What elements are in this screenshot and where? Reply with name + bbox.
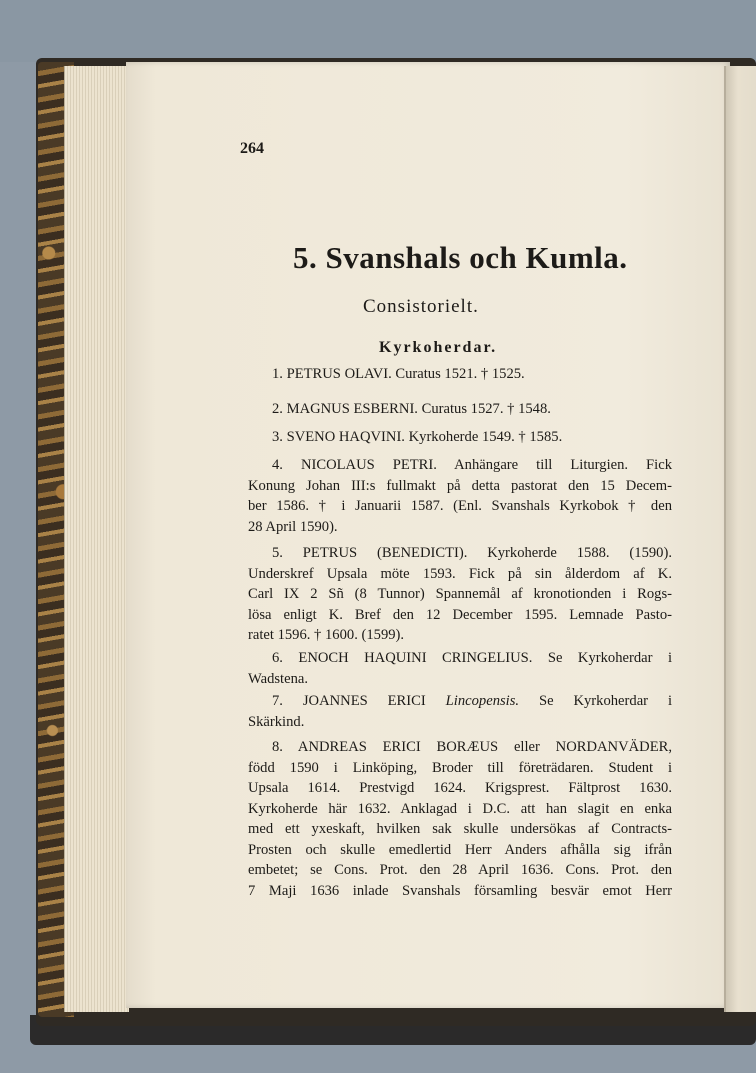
entry-line: 7 Maji 1636 inlade Svanshals församling besvär emot Herr — [248, 882, 672, 899]
entry-line: Konung Johan III:s fullmakt på detta pastorat den 15 Decem- — [248, 477, 672, 494]
entry-line: 6. ENOCH HAQUINI CRINGELIUS. Se Kyrkoherdar i — [272, 650, 672, 666]
entry-line: Skärkind. — [248, 713, 305, 730]
entry-line: 3. SVENO HAQVINI. Kyrkoherde 1549. † 1585. — [272, 429, 563, 445]
entry-suffix: Se Kyrkoherdar i — [519, 693, 673, 709]
entry-line: lösa enligt K. Bref den 12 December 1595. Lemnade Pasto- — [248, 606, 672, 623]
entry-line: 5. PETRUS (BENEDICTI). Kyrkoherde 1588. (1590). — [272, 545, 672, 561]
entry-line: 28 April 1590). — [248, 518, 338, 535]
subtitle: Consistorielt. — [363, 296, 479, 317]
section-heading: Kyrkoherdar. — [379, 339, 498, 356]
entry-line: Underskref Upsala möte 1593. Fick på sin ålderdom af K. — [248, 565, 672, 582]
entry-line: 1. PETRUS OLAVI. Curatus 1521. † 1525. — [272, 366, 525, 382]
entry-line: Kyrkoherde här 1632. Anklagad i D.C. att han slagit en enka — [248, 800, 672, 817]
entry-line: ber 1586. † i Januarii 1587. (Enl. Svanshals Kyrkobok † den — [248, 498, 672, 514]
entry-5 — [248, 543, 672, 646]
entry-line — [248, 691, 672, 712]
entry-7 — [248, 691, 672, 732]
page-edges — [64, 66, 129, 1012]
entry-6 — [248, 648, 672, 689]
entry-line: Upsala 1614. Prestvigd 1624. Krigsprest. Fältprost 1630. — [248, 780, 672, 796]
entry-line: embetet; se Cons. Prot. den 28 April 1636. Cons. Prot. den — [248, 862, 672, 878]
entry-line: ratet 1596. † 1600. (1599). — [248, 627, 405, 643]
facing-page-edge — [724, 66, 756, 1012]
entry-line: 2. MAGNUS ESBERNI. Curatus 1527. † 1548. — [272, 401, 551, 417]
entry-line: 8. ANDREAS ERICI BORÆUS eller NORDANVÄDER, — [272, 739, 672, 755]
entry-line: Prosten och skulle emedlertid Herr Anders afhålla sig ifrån — [248, 841, 672, 858]
entry-prefix: 7. JOANNES ERICI — [272, 693, 446, 709]
entry-3 — [248, 427, 672, 448]
entry-line: med ett yxeskaft, hvilken sak skulle undersökas af Contracts- — [248, 821, 672, 837]
entry-4 — [248, 455, 672, 537]
chapter-title: 5. Svanshals och Kumla. — [293, 240, 628, 275]
page-number: 264 — [240, 140, 264, 157]
entry-2 — [248, 399, 672, 420]
entry-italic: Lincopensis. — [445, 693, 520, 709]
entry-line: Wadstena. — [248, 670, 309, 687]
entry-8 — [248, 737, 672, 901]
entry-1 — [248, 364, 672, 385]
entry-line: född 1590 i Linköping, Broder till företrädaren. Student i — [248, 759, 672, 776]
background — [0, 0, 756, 62]
entry-line: 4. NICOLAUS PETRI. Anhängare till Liturgien. Fick — [272, 457, 672, 473]
entry-line: Carl IX 2 S⁠ñ (8 Tunnor) Spannemål af kronotionden i Rogs- — [248, 586, 672, 602]
